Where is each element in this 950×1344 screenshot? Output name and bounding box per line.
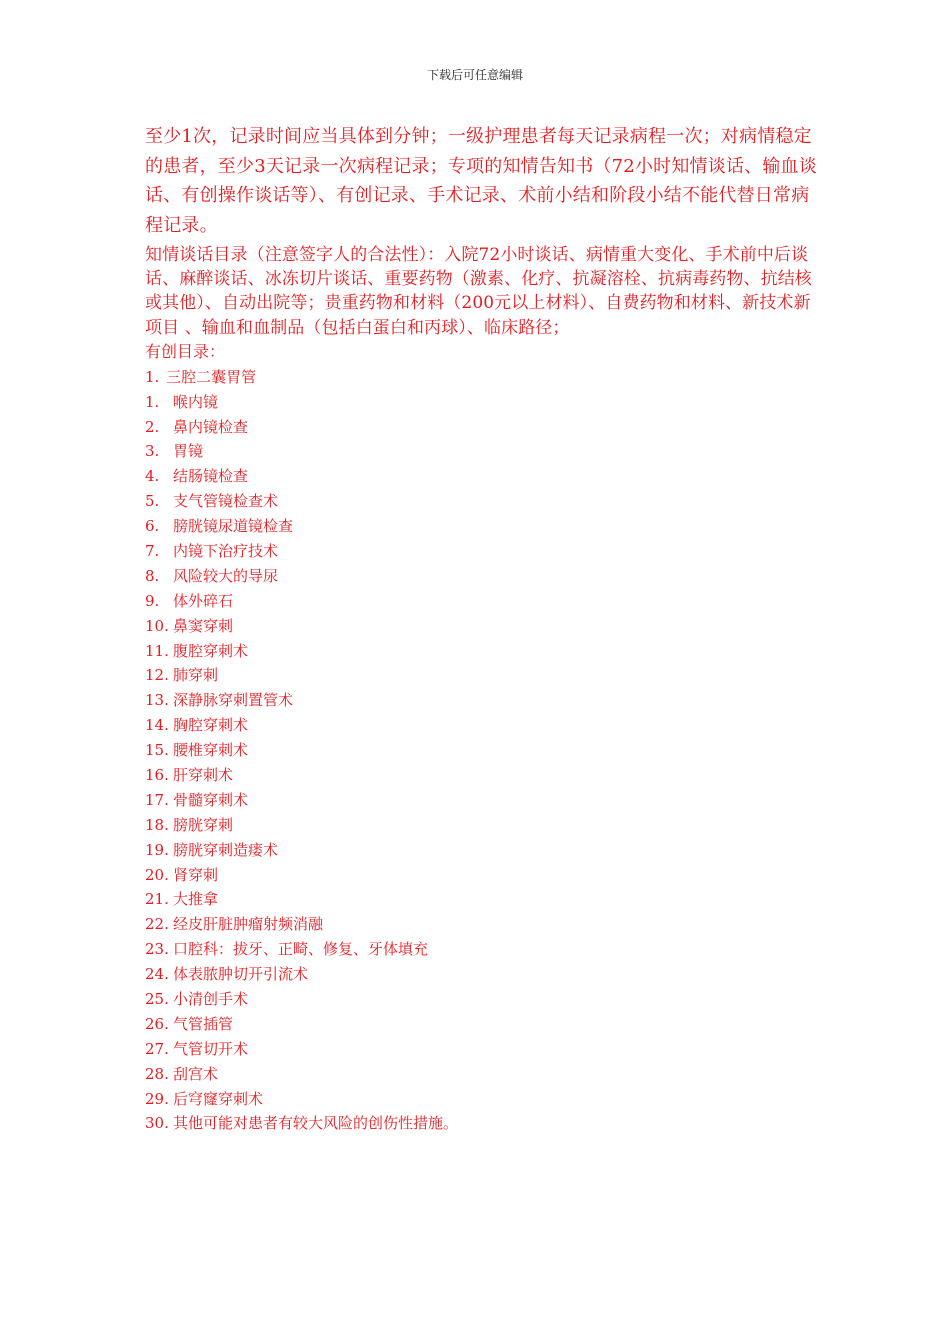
document-body [145, 122, 817, 1136]
list-item [145, 415, 817, 440]
list-item-number: 3. [145, 442, 160, 461]
list-item-number: 14. [145, 716, 169, 735]
list-item-number: 5. [145, 492, 160, 511]
list-item-text: 胃镜 [173, 442, 204, 461]
list-item-number: 15. [145, 741, 169, 760]
list-item-number: 21. [145, 890, 169, 909]
list-item [145, 514, 817, 539]
paragraph-informed-consent-catalog: 知情谈话目录（注意签字人的合法性）：入院72小时谈话、病情重大变化、手术前中后谈话、麻醉谈话、冰冻切片谈话、重要药物（激素、化疗、抗凝溶栓、抗病毒药物、抗结核或其他）、自动出院等；贵重药物和材料（200元以上材料）、自费药物和材料、新技术新项目 、输血和血制品（包括白蛋白和丙球）、临床路径； [145, 245, 812, 338]
list-item [145, 663, 817, 688]
invasive-catalog-title: 有创目录： [145, 341, 226, 361]
list-item-number: 7. [145, 541, 160, 560]
list-item-number: 20. [145, 865, 169, 884]
list-item-text: 三腔二囊胃管 [166, 367, 257, 386]
list-item [145, 464, 817, 489]
list-item-text: 刮宫术 [173, 1064, 219, 1083]
list-item-number: 28. [145, 1064, 169, 1083]
list-item-text: 胸腔穿刺术 [173, 716, 249, 735]
list-item [145, 390, 817, 415]
list-item [145, 688, 817, 713]
list-item [145, 962, 817, 987]
list-item-number: 9. [145, 591, 160, 610]
list-item [145, 912, 817, 937]
list-item-text: 膀胱穿刺造瘘术 [173, 840, 279, 859]
list-item-text: 深静脉穿刺置管术 [173, 691, 294, 710]
list-item-text: 腰椎穿刺术 [173, 741, 249, 760]
list-item [145, 1087, 817, 1112]
list-item-number: 17. [145, 790, 169, 809]
list-item [145, 713, 817, 738]
list-item-text: 肝穿刺术 [173, 765, 234, 784]
list-item-number: 10. [145, 616, 169, 635]
list-item-number: 13. [145, 691, 169, 710]
list-item-number: 8. [145, 566, 160, 585]
list-item-number: 1. [145, 392, 160, 411]
page-header: 下载后可任意编辑 [426, 68, 523, 82]
list-item [145, 987, 817, 1012]
list-item-text: 膀胱镜尿道镜检查 [173, 517, 294, 536]
list-item [145, 1012, 817, 1037]
list-item [145, 937, 817, 962]
list-item-number: 1. [145, 367, 160, 386]
list-item-number: 23. [145, 940, 169, 959]
list-item-text: 其他可能对患者有较大风险的创伤性措施。 [173, 1114, 459, 1133]
list-item-number: 25. [145, 989, 169, 1008]
list-item-number: 19. [145, 840, 169, 859]
list-item-number: 12. [145, 666, 169, 685]
list-item-number: 30. [145, 1114, 169, 1133]
list-item [145, 365, 817, 390]
list-item-text: 风险较大的导尿 [173, 566, 279, 585]
list-item [145, 788, 817, 813]
list-item-number: 24. [145, 965, 169, 984]
list-item-text: 内镜下治疗技术 [173, 541, 279, 560]
list-item [145, 639, 817, 664]
list-item [145, 564, 817, 589]
list-item [145, 887, 817, 912]
list-item-number: 29. [145, 1089, 169, 1108]
list-item-number: 22. [145, 915, 169, 934]
list-item [145, 763, 817, 788]
list-item-number: 16. [145, 765, 169, 784]
list-item [145, 614, 817, 639]
list-item [145, 539, 817, 564]
list-item-number: 2. [145, 417, 160, 436]
list-item-text: 气管切开术 [173, 1039, 249, 1058]
invasive-procedure-list [145, 365, 817, 1137]
list-item-number: 4. [145, 467, 160, 486]
list-item-text: 小清创手术 [173, 989, 249, 1008]
list-item-text: 鼻窦穿刺 [173, 616, 234, 635]
list-item-text: 膀胱穿刺 [173, 815, 234, 834]
list-item [145, 838, 817, 863]
list-item-text: 支气管镜检查术 [173, 492, 279, 511]
list-item [145, 863, 817, 888]
list-item-text: 喉内镜 [173, 392, 219, 411]
paragraph-record-frequency: 至少1次，记录时间应当具体到分钟；一级护理患者每天记录病程一次；对病情稳定的患者，至少3天记录一次病程记录；专项的知情告知书（72小时知情谈话、输血谈话、有创操作谈话等）、有创记录、手术记录、术前小结和阶段小结不能代替日常病程记录。 [145, 126, 817, 236]
list-item-text: 口腔科：拔牙、正畸、修复、牙体填充 [173, 940, 429, 959]
list-item-number: 27. [145, 1039, 169, 1058]
list-item [145, 1111, 817, 1136]
list-item [145, 738, 817, 763]
list-item-text: 经皮肝脏肿瘤射频消融 [173, 915, 324, 934]
list-item [145, 813, 817, 838]
list-item-text: 体外碎石 [173, 591, 234, 610]
list-item [145, 439, 817, 464]
list-item [145, 1037, 817, 1062]
list-item-number: 26. [145, 1014, 169, 1033]
list-item-text: 肺穿刺 [173, 666, 219, 685]
list-item [145, 489, 817, 514]
list-item-text: 后穹窿穿刺术 [173, 1089, 264, 1108]
list-item [145, 589, 817, 614]
list-item-text: 体表脓肿切开引流术 [173, 965, 309, 984]
list-item-text: 鼻内镜检查 [173, 417, 249, 436]
list-item-text: 骨髓穿刺术 [173, 790, 249, 809]
list-item-text: 结肠镜检查 [173, 467, 249, 486]
list-item [145, 1062, 817, 1087]
list-item-text: 腹腔穿刺术 [173, 641, 249, 660]
list-item-number: 11. [145, 641, 169, 660]
list-item-text: 大推拿 [173, 890, 219, 909]
list-item-text: 气管插管 [173, 1014, 234, 1033]
list-item-number: 6. [145, 517, 160, 536]
list-item-text: 肾穿刺 [173, 865, 219, 884]
list-item-number: 18. [145, 815, 169, 834]
